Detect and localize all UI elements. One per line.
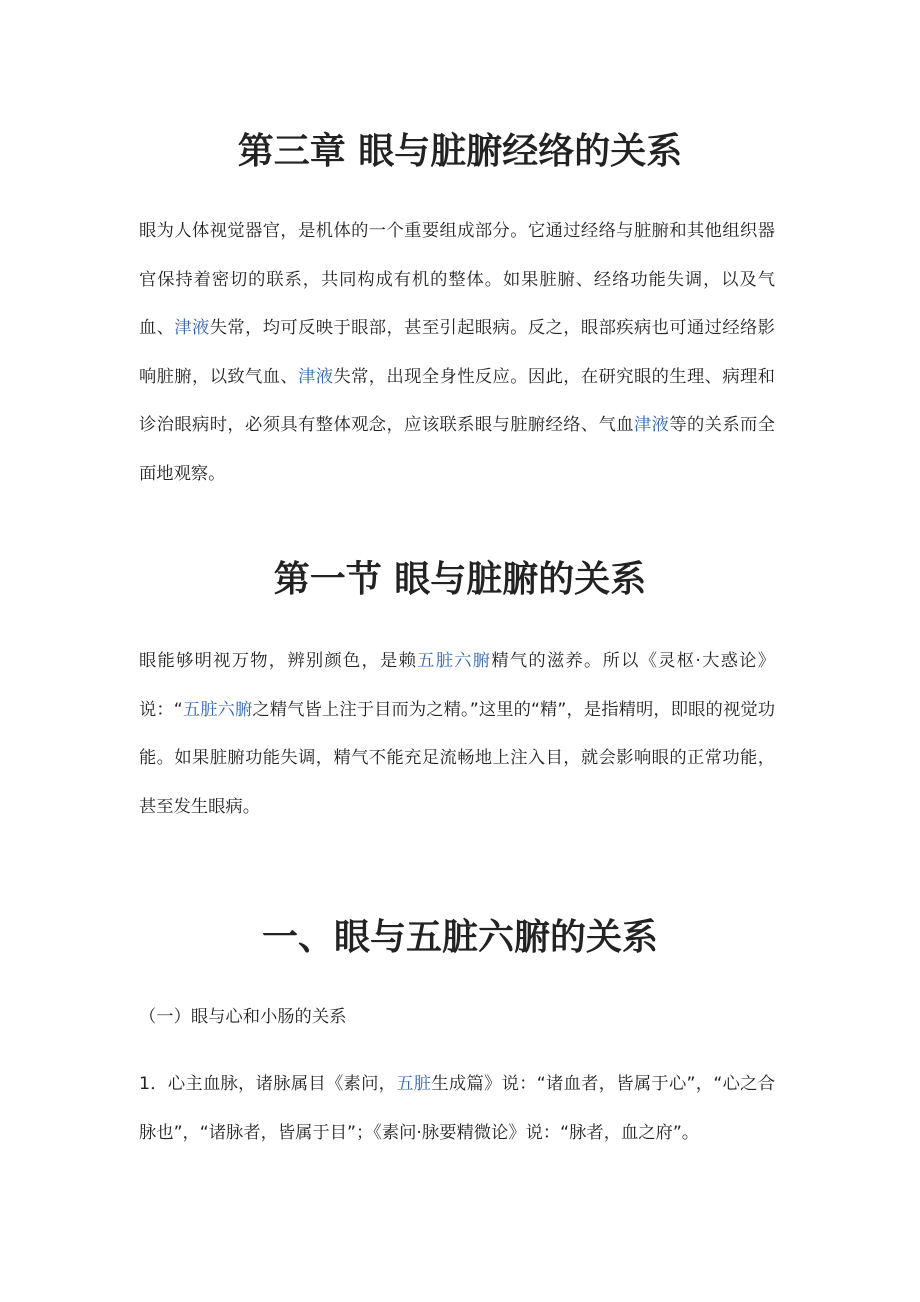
text-run: 等的关系而全面地观察。 xyxy=(139,415,775,484)
link-wuzang[interactable]: 五脏 xyxy=(396,1074,432,1094)
text-run: 眼为人体视觉器官，是机体的一个重要组成部分。它通过经络与脏腑和其他组织器官保持着密切的联系，共同构成有机的整体。如果脏腑、经络功能失调，以及气血、 xyxy=(139,221,775,338)
text-run: 之精气皆上注于目而为之精。”这里的“精”，是指精明，即眼的视觉功能。如果脏腑功能失调，精气不能充足流畅地上注入目，就会影响眼的正常功能，甚至发生眼病。 xyxy=(139,699,775,817)
text-run: 1．心主血脉，诸脉属目《素问， xyxy=(139,1074,397,1094)
text-run: 眼能够明视万物，辨别颜色，是赖 xyxy=(139,651,418,671)
intro-paragraph xyxy=(139,207,775,498)
text-run: 失常，出现全身性反应。因此，在研究眼的生理、病理和诊治眼病时，必须具有整体观念，应该联系眼与脏腑经络、气血 xyxy=(139,366,775,435)
text-run: 生成篇》说：“诸血者，皆属于心”，“心之合脉也”，“诸脉者，皆属于目”；《素问·脉要精微论》说：“脉者，血之府”。 xyxy=(139,1074,775,1143)
section-paragraph xyxy=(139,637,775,831)
link-jinye[interactable]: 津液 xyxy=(174,318,210,338)
sub-item-heading: （一）眼与心和小肠的关系 xyxy=(139,1007,347,1027)
numbered-paragraph xyxy=(139,1060,775,1157)
link-wuzang-liufu[interactable]: 五脏六腑 xyxy=(417,651,492,671)
subsection-title: 一、眼与五脏六腑的关系 xyxy=(261,917,658,958)
link-wuzang-liufu[interactable]: 五脏六腑 xyxy=(182,699,253,720)
link-jinye[interactable]: 津液 xyxy=(633,415,670,435)
text-run: 失常，均可反映于眼部，甚至引起眼病。反之，眼部疾病也可通过经络影响脏腑，以致气血、 xyxy=(139,318,775,387)
text-run: 精气的滋养。所以《灵枢·大惑论》说：“ xyxy=(139,651,775,720)
chapter-title: 第三章 眼与脏腑经络的关系 xyxy=(237,131,683,172)
section-title: 第一节 眼与脏腑的关系 xyxy=(273,559,647,600)
link-jinye[interactable]: 津液 xyxy=(298,366,334,387)
